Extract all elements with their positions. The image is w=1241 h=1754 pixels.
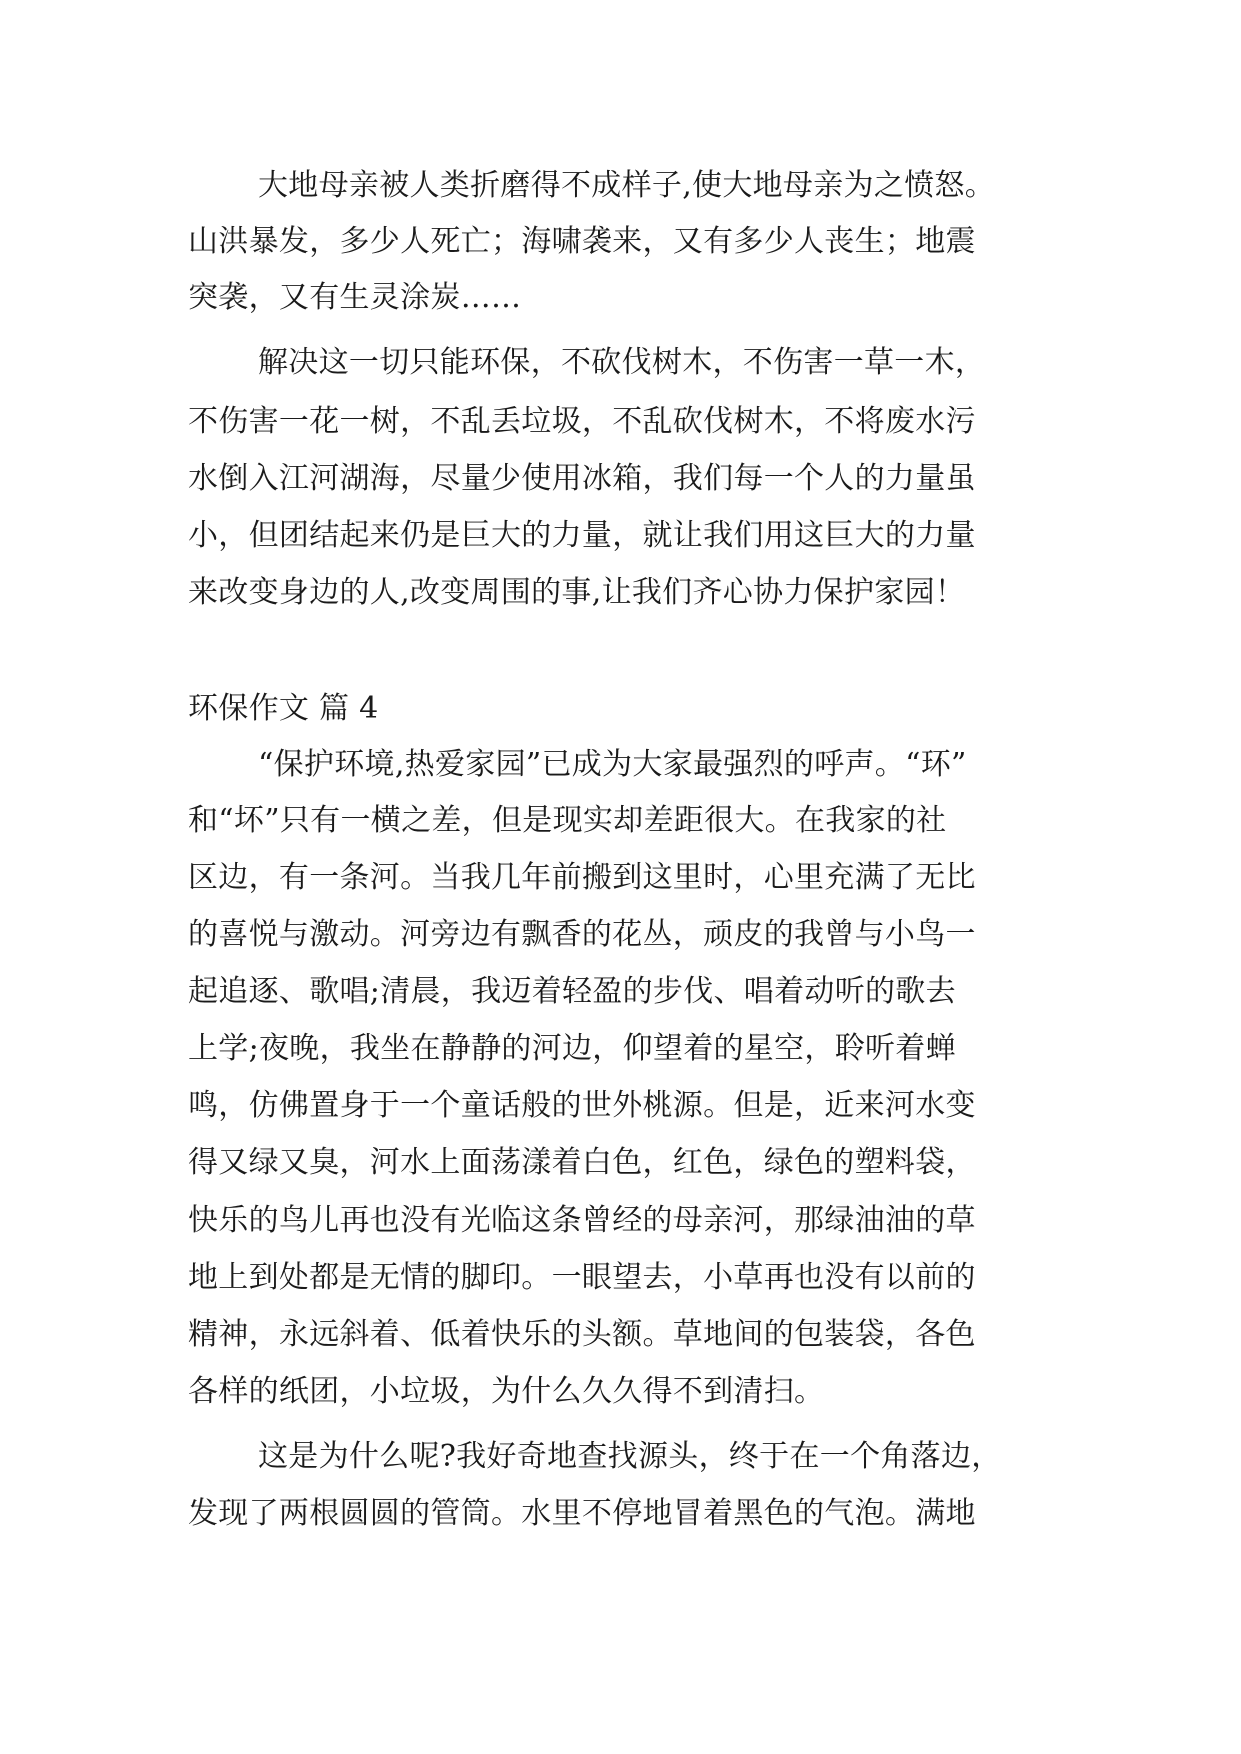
paragraph-3-line-9: 快乐的鸟儿再也没有光临这条曾经的母亲河，那绿油油的草 [188,1203,976,1238]
paragraph-4-line-1: 这是为什么呢?我好奇地查找源头，终于在一个角落边， [258,1439,1002,1474]
paragraph-3-line-4: 的喜悦与激动。河旁边有飘香的花丛，顽皮的我曾与小鸟一 [188,917,976,952]
paragraph-3-line-2: 和“坏”只有一横之差，但是现实却差距很大。在我家的社 [188,803,947,838]
paragraph-2-line-1: 解决这一切只能环保，不砍伐树木，不伤害一草一木， [258,345,986,380]
paragraph-1-line-3: 突袭，又有生灵涂炭…… [188,280,522,315]
paragraph-2-line-3: 水倒入江河湖海，尽量少使用冰箱，我们每一个人的力量虽 [188,461,976,496]
paragraph-3-line-1: “保护环境,热爱家园”已成为大家最强烈的呼声。“环” [258,747,967,782]
section-title: 环保作文 篇 4 [188,691,379,726]
paragraph-3-line-6: 上学;夜晚，我坐在静静的河边，仰望着的星空，聆听着蝉 [188,1031,956,1066]
paragraph-4-line-2: 发现了两根圆圆的管筒。水里不停地冒着黑色的气泡。满地 [188,1496,976,1531]
paragraph-3-line-10: 地上到处都是无情的脚印。一眼望去，小草再也没有以前的 [188,1260,976,1295]
paragraph-3-line-5: 起追逐、歌唱;清晨，我迈着轻盈的步伐、唱着动听的歌去 [188,974,956,1009]
paragraph-1-line-2: 山洪暴发，多少人死亡；海啸袭来，又有多少人丧生；地震 [188,224,976,259]
paragraph-2-line-5: 来改变身边的人,改变周围的事,让我们齐心协力保护家园！ [188,575,966,610]
paragraph-3-line-12: 各样的纸团，小垃圾，为什么久久得不到清扫。 [188,1374,825,1409]
paragraph-2-line-2: 不伤害一花一树，不乱丢垃圾，不乱砍伐树木，不将废水污 [188,404,976,439]
paragraph-2-line-4: 小，但团结起来仍是巨大的力量，就让我们用这巨大的力量 [188,518,976,553]
paragraph-1-line-1: 大地母亲被人类折磨得不成样子,使大地母亲为之愤怒。 [258,168,996,203]
paragraph-3-line-11: 精神，永远斜着、低着快乐的头额。草地间的包装袋，各色 [188,1317,976,1352]
paragraph-3-line-8: 得又绿又臭，河水上面荡漾着白色，红色，绿色的塑料袋， [188,1145,976,1180]
paragraph-3-line-3: 区边，有一条河。当我几年前搬到这里时，心里充满了无比 [188,860,976,895]
paragraph-3-line-7: 鸣，仿佛置身于一个童话般的世外桃源。但是，近来河水变 [188,1088,976,1123]
